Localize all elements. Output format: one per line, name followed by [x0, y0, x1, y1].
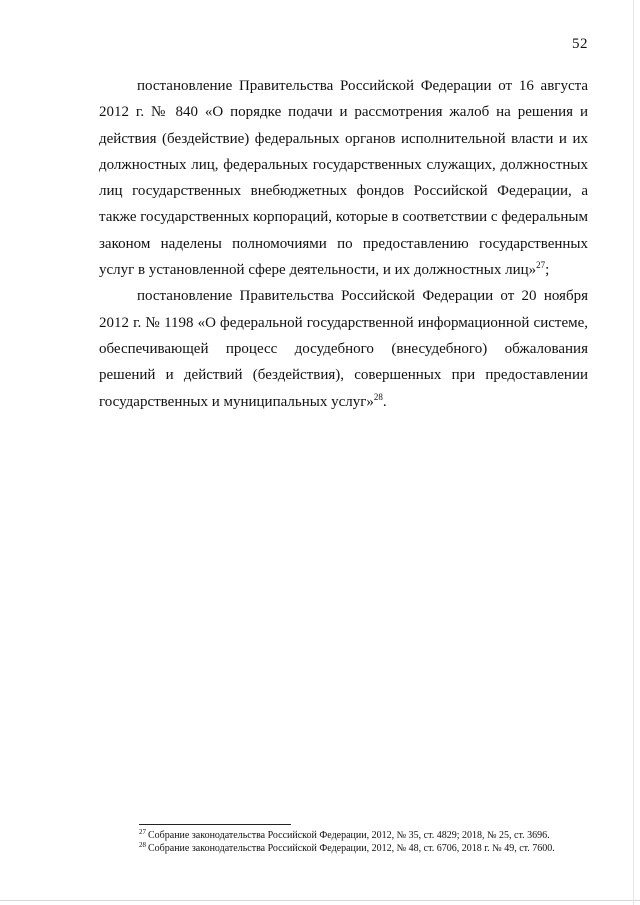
- footnote-number: 28: [139, 840, 146, 849]
- page-number: 52: [572, 36, 588, 52]
- footnote-reference[interactable]: 28: [373, 391, 383, 402]
- footnote-number: 27: [139, 827, 146, 836]
- document-body: [99, 73, 588, 415]
- paragraph-resolution-1198: [99, 283, 588, 414]
- footnote-27: [139, 829, 609, 842]
- footnote-28: [139, 842, 609, 855]
- scan-edge-bottom: [0, 900, 640, 901]
- footnote-separator: [139, 824, 291, 825]
- paragraph-text: постановление Правительства Российской Федерации от 20 ноября 2012 г. № 1198 «О федеральной государственной информационной системе, обеспечивающей процесс досудебного (внесудебного) обжалования решений и действий (бездействия), совершенных при предоставлении государственных и муниципальных услуг»: [99, 288, 588, 410]
- paragraph-punctuation: ;: [545, 262, 550, 279]
- footnote-reference[interactable]: 27: [536, 260, 546, 271]
- paragraph-resolution-840: [99, 73, 588, 283]
- footnote-text: Собрание законодательства Российской Федерации, 2012, № 35, ст. 4829; 2018, № 25, ст. 3696.: [148, 830, 550, 841]
- footnotes: [139, 829, 609, 855]
- footnote-text: Собрание законодательства Российской Федерации, 2012, № 48, ст. 6706, 2018 г. № 49, ст. 7600.: [148, 843, 555, 854]
- scan-edge-right: [633, 0, 634, 905]
- paragraph-text: постановление Правительства Российской Федерации от 16 августа 2012 г. № 840 «О порядке подачи и рассмотрения жалоб на решения и действия (бездействие) федеральных органов исполнительной власти и их должностных лиц, федеральных государственных служащих, должностных лиц государственных внебюджетных фондов Российской Федерации, а также государственных корпораций, которые в соответствии с федеральным законом наделены полномочиями по предоставлению государственных услуг в установленной сфере деятельности, и их должностных лиц»: [99, 78, 588, 279]
- paragraph-punctuation: .: [382, 393, 387, 410]
